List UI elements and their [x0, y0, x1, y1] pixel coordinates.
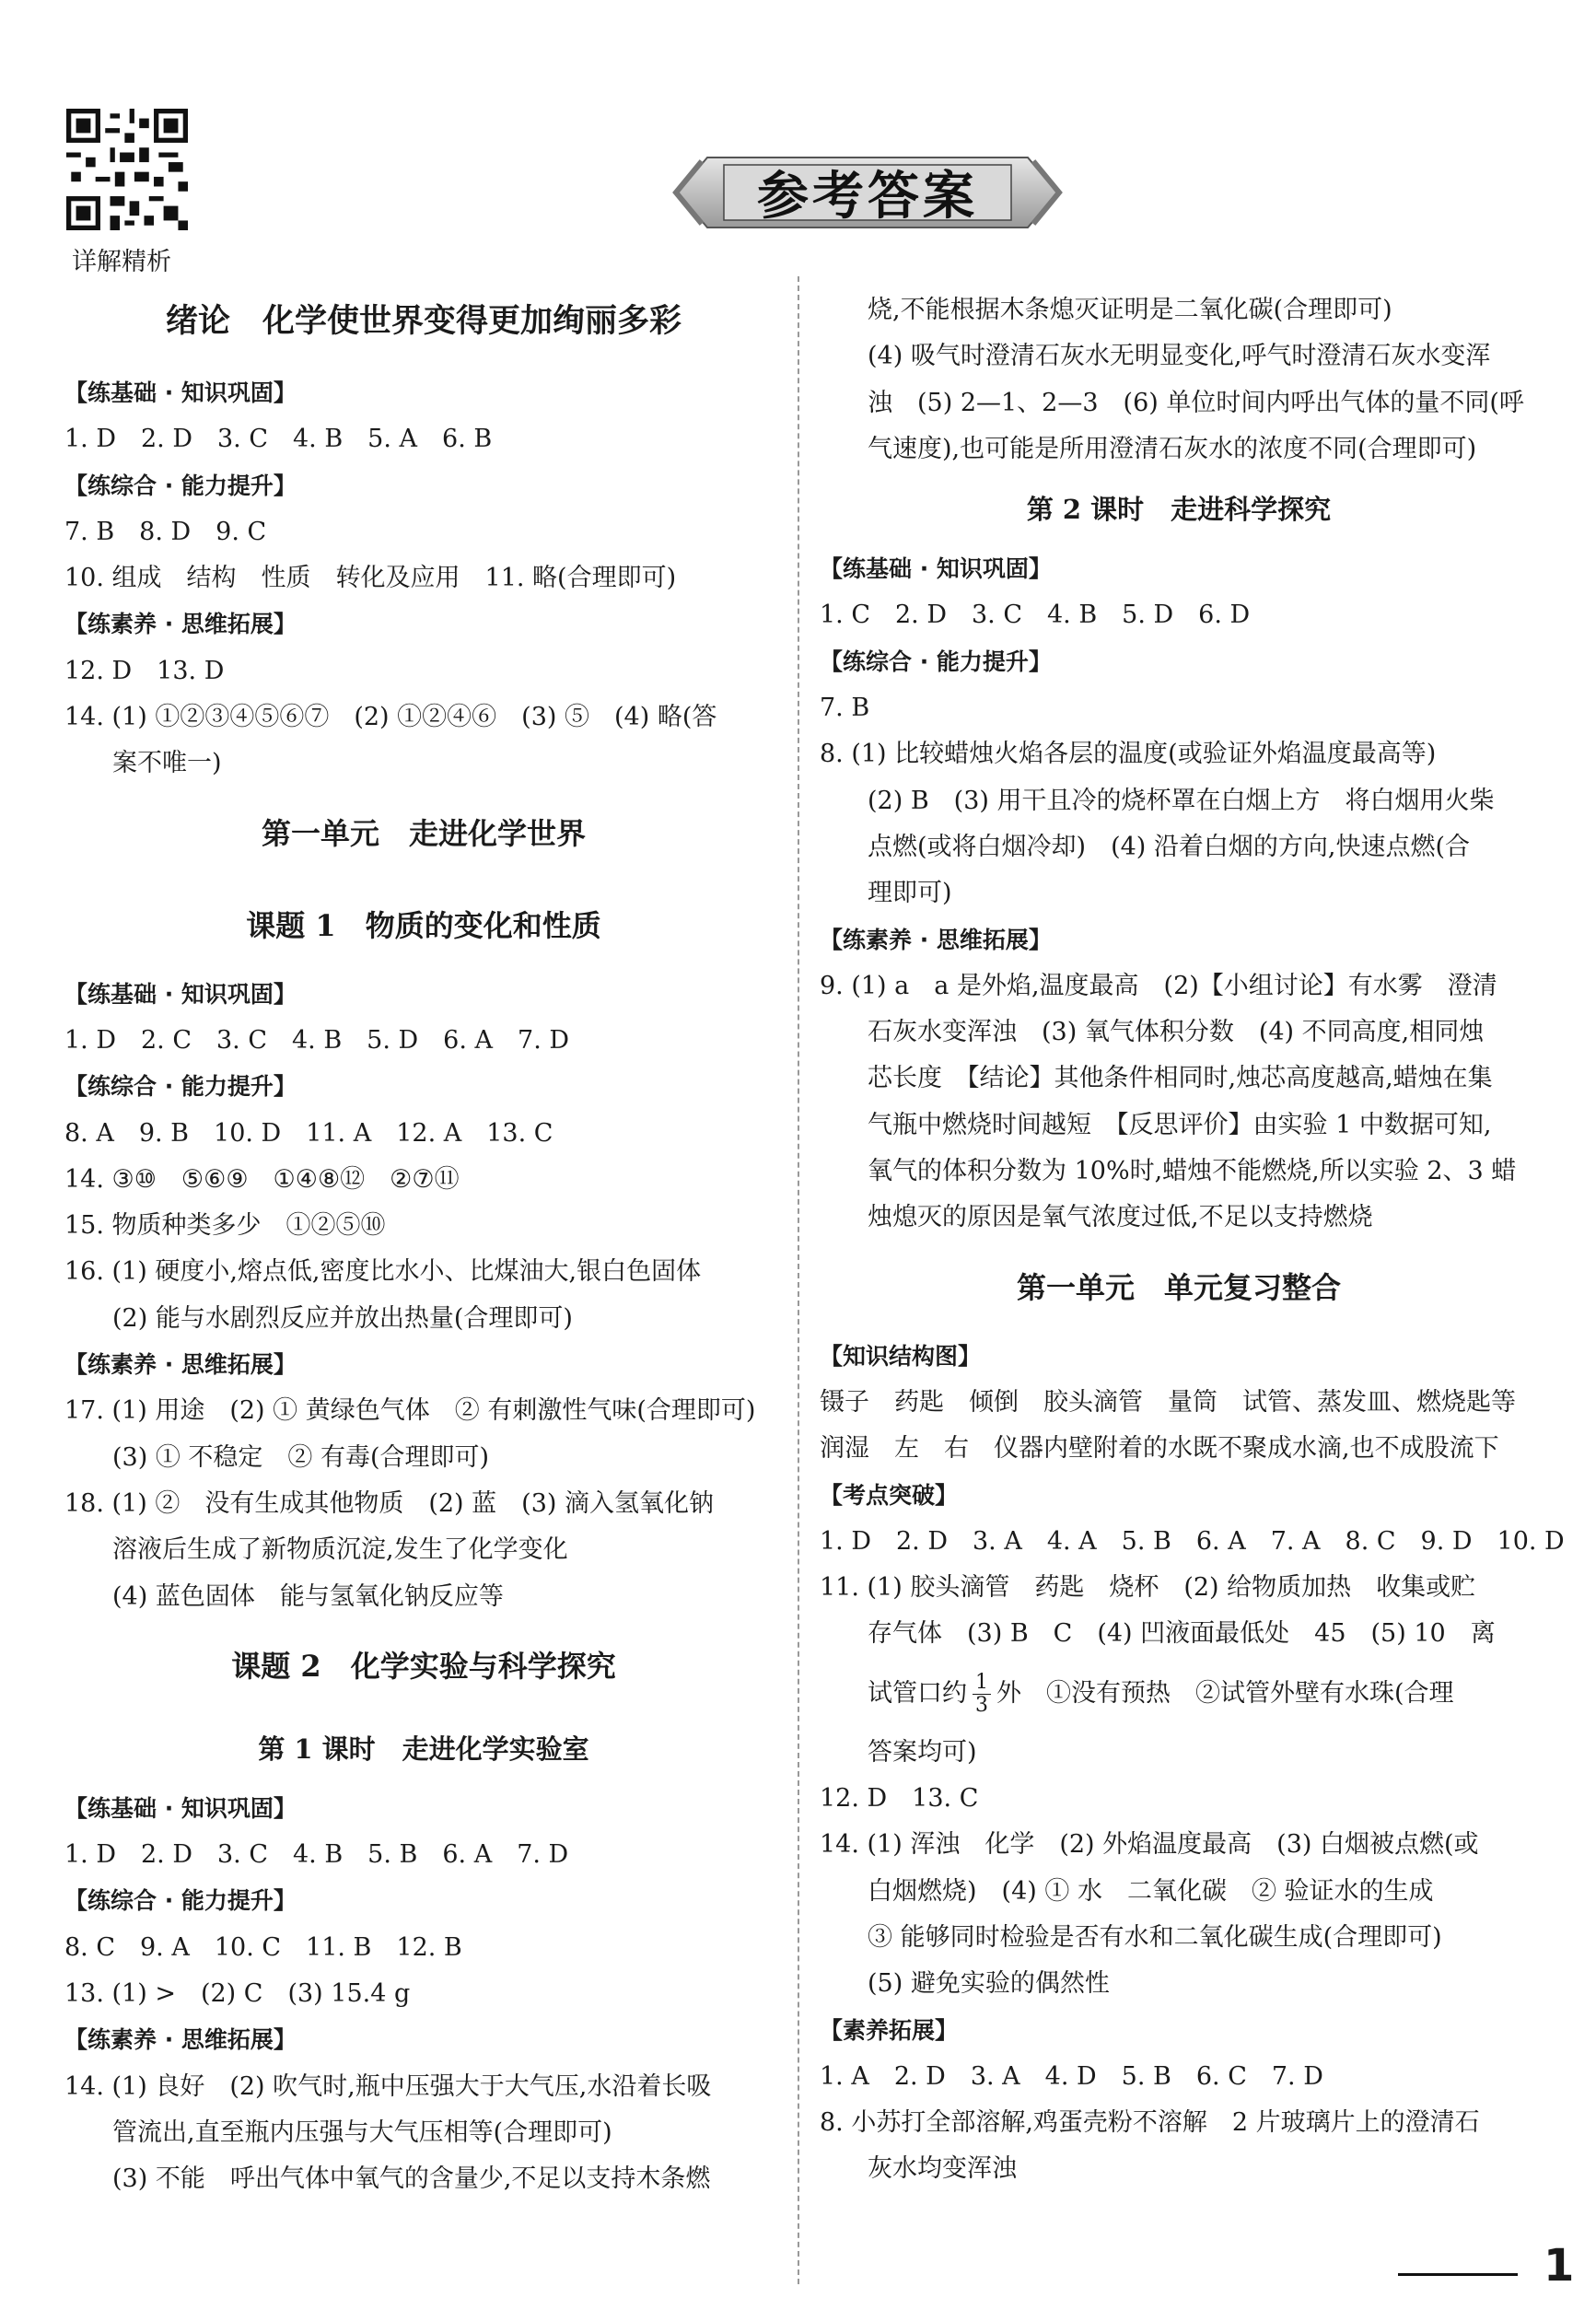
answer-line-fraction: [820, 1658, 1538, 1730]
answer-line: 答案均可): [868, 1737, 977, 1767]
answer-line: 管流出,直至瓶内压强与大气压相等(合理即可): [112, 2118, 612, 2147]
answer-line: ③ 能够同时检验是否有水和二氧化碳生成(合理即可): [868, 1922, 1442, 1952]
fraction-numerator: 1: [973, 1672, 991, 1695]
column-divider: [798, 276, 799, 2284]
answer-line: 石灰水变浑浊 (3) 氧气体积分数 (4) 不同高度,相同烛: [868, 1018, 1485, 1047]
answer-line: 7. B: [820, 694, 870, 723]
answer-line: (2) 能与水剧烈反应并放出热量(合理即可): [112, 1303, 573, 1333]
answer-banner: [670, 150, 1065, 235]
page-number: 1: [1544, 2240, 1575, 2292]
answer-line: (3) 不能 呼出气体中氧气的含量少,不足以支持木条燃: [112, 2164, 711, 2194]
answer-line: 8. (1) 比较蜡烛火焰各层的温度(或验证外焰温度最高等): [820, 740, 1437, 769]
answer-line: 浊 (5) 2—1、2—3 (6) 单位时间内呼出气体的量不同(呼: [868, 388, 1524, 417]
section-label: 【练素养 · 思维拓展】: [64, 1351, 297, 1379]
section-label: 【练基础 · 知识巩固】: [64, 1794, 297, 1822]
answer-line: 14. (1) ①②③④⑤⑥⑦ (2) ①②④⑥ (3) ⑤ (4) 略(答: [64, 703, 717, 732]
answer-line: (5) 避免实验的偶然性: [868, 1969, 1110, 1999]
answer-line: 13. (1) > (2) C (3) 15.4 g: [64, 1979, 411, 2009]
answer-line: 1. D 2. C 3. C 4. B 5. D 6. A 7. D: [64, 1025, 570, 1055]
answer-line: 8. C 9. A 10. C 11. B 12. B: [64, 1932, 462, 1962]
answer-line: 气速度),也可能是所用澄清石灰水的浓度不同(合理即可): [868, 434, 1477, 463]
fraction: [973, 1672, 991, 1717]
section-label: 【练综合 · 能力提升】: [64, 1887, 297, 1915]
section-label: 【练综合 · 能力提升】: [820, 648, 1052, 675]
answer-line: 1. D 2. D 3. A 4. A 5. B 6. A 7. A 8. C 9. D 10. D: [820, 1526, 1565, 1556]
answer-line: 14. (1) 浑浊 化学 (2) 外焰温度最高 (3) 白烟被点燃(或: [820, 1830, 1479, 1860]
answer-line: 芯长度 【结论】其他条件相同时,烛芯高度越高,蜡烛在集: [868, 1064, 1493, 1093]
answer-line: 溶液后生成了新物质沉淀,发生了化学变化: [112, 1535, 568, 1565]
section-label: 【练基础 · 知识巩固】: [64, 980, 297, 1008]
section-label: 【知识结构图】: [820, 1342, 982, 1370]
unit-title: 第一单元 走进化学世界: [261, 815, 586, 851]
qr-label: 详解精析: [72, 248, 171, 276]
answer-text: 试管口约: [868, 1678, 967, 1708]
right-column: [820, 287, 1565, 2193]
answer-text: 外 ①没有预热 ②试管外壁有水珠(合理: [996, 1678, 1454, 1708]
section-label: 【练基础 · 知识巩固】: [64, 379, 297, 406]
answer-line: 7. B 8. D 9. C: [64, 517, 267, 546]
answer-line: 氧气的体积分数为 10%时,蜡烛不能燃烧,所以实验 2、3 蜡: [868, 1157, 1517, 1186]
answer-line: (4) 蓝色固体 能与氢氧化钠反应等: [112, 1581, 504, 1611]
answer-line: 10. 组成 结构 性质 转化及应用 11. 略(合理即可): [64, 564, 677, 593]
answer-line: 1. C 2. D 3. C 4. B 5. D 6. D: [820, 601, 1251, 630]
answer-line: 1. D 2. D 3. C 4. B 5. A 6. B: [64, 425, 493, 454]
answer-line: 18. (1) ② 没有生成其他物质 (2) 蓝 (3) 滴入氢氧化钠: [64, 1488, 715, 1518]
section-label: 【练综合 · 能力提升】: [64, 1073, 297, 1101]
banner-title: 参考答案: [757, 167, 978, 227]
review-title: 第一单元 单元复习整合: [1016, 1269, 1341, 1305]
answer-line: 白烟燃烧) (4) ① 水 二氧化碳 ② 验证水的生成: [868, 1876, 1434, 1906]
answer-line: 8. A 9. B 10. D 11. A 12. A 13. C: [64, 1118, 553, 1148]
section-label: 【考点突破】: [820, 1481, 959, 1509]
answer-line: 12. D 13. C: [820, 1784, 979, 1814]
answer-line: 镊子 药匙 倾倒 胶头滴管 量筒 试管、蒸发皿、燃烧匙等: [820, 1387, 1516, 1417]
answer-line: (4) 吸气时澄清石灰水无明显变化,呼气时澄清石灰水变浑: [868, 342, 1491, 371]
answer-line: 16. (1) 硬度小,熔点低,密度比水小、比煤油大,银白色固体: [64, 1257, 702, 1287]
answer-line: 9. (1) a a 是外焰,温度最高 (2)【小组讨论】有水雾 澄清: [820, 971, 1497, 1000]
period-title: 第 2 课时 走进科学探究: [1026, 494, 1332, 526]
section-label: 【练素养 · 思维拓展】: [64, 2026, 297, 2054]
intro-title: 绪论 化学使世界变得更加绚丽多彩: [165, 302, 682, 340]
answer-line: 烛熄灭的原因是氧气浓度过低,不足以支持燃烧: [868, 1203, 1373, 1232]
answer-line: 气瓶中燃烧时间越短 【反思评价】由实验 1 中数据可知,: [868, 1110, 1492, 1139]
page-number-rule: [1398, 2273, 1518, 2276]
section-label: 【练素养 · 思维拓展】: [64, 611, 297, 638]
qr-code: [66, 109, 188, 230]
answer-line: 润湿 左 右 仪器内壁附着的水既不聚成水滴,也不成股流下: [820, 1434, 1499, 1464]
answer-line: 存气体 (3) B C (4) 凹液面最低处 45 (5) 10 离: [868, 1619, 1496, 1649]
answer-line: (3) ① 不稳定 ② 有毒(合理即可): [112, 1442, 490, 1472]
answer-line: 12. D 13. D: [64, 656, 225, 685]
answer-line: 点燃(或将白烟冷却) (4) 沿着白烟的方向,快速点燃(合: [868, 832, 1471, 861]
answer-line: 14. (1) 良好 (2) 吹气时,瓶中压强大于大气压,水沿着长吸: [64, 2071, 712, 2101]
answer-line: 理即可): [868, 879, 952, 908]
fraction-denominator: 3: [975, 1693, 988, 1717]
section-label: 【练素养 · 思维拓展】: [820, 926, 1052, 953]
lesson-title: 课题 1 物质的变化和性质: [246, 907, 601, 943]
answer-line: 8. 小苏打全部溶解,鸡蛋壳粉不溶解 2 片玻璃片上的澄清石: [820, 2108, 1480, 2138]
answer-line: (2) B (3) 用干且冷的烧杯罩在白烟上方 将白烟用火柴: [868, 786, 1495, 815]
left-column: [64, 273, 783, 2203]
answer-line: 烧,不能根据木条熄灭证明是二氧化碳(合理即可): [868, 296, 1392, 324]
answer-line: 案不唯一): [112, 749, 222, 778]
answer-line: 1. A 2. D 3. A 4. D 5. B 6. C 7. D: [820, 2061, 1323, 2091]
answer-line: 17. (1) 用途 (2) ① 黄绿色气体 ② 有刺激性气味(合理即可): [64, 1396, 756, 1426]
lesson-title: 课题 2 化学实验与科学探究: [231, 1648, 616, 1684]
period-title: 第 1 课时 走进化学实验室: [258, 1732, 589, 1765]
answer-line: 11. (1) 胶头滴管 药匙 烧杯 (2) 给物质加热 收集或贮: [820, 1573, 1476, 1603]
section-label: 【素养拓展】: [820, 2016, 959, 2044]
answer-line: 灰水均变浑浊: [868, 2154, 1017, 2184]
answer-line: 14. ③⑩ ⑤⑥⑨ ①④⑧⑫ ②⑦⑪: [64, 1164, 460, 1194]
section-label: 【练基础 · 知识巩固】: [820, 555, 1052, 583]
answer-line: 15. 物质种类多少 ①②⑤⑩: [64, 1211, 386, 1241]
answer-line: 1. D 2. D 3. C 4. B 5. B 6. A 7. D: [64, 1840, 569, 1870]
section-label: 【练综合 · 能力提升】: [64, 472, 297, 499]
